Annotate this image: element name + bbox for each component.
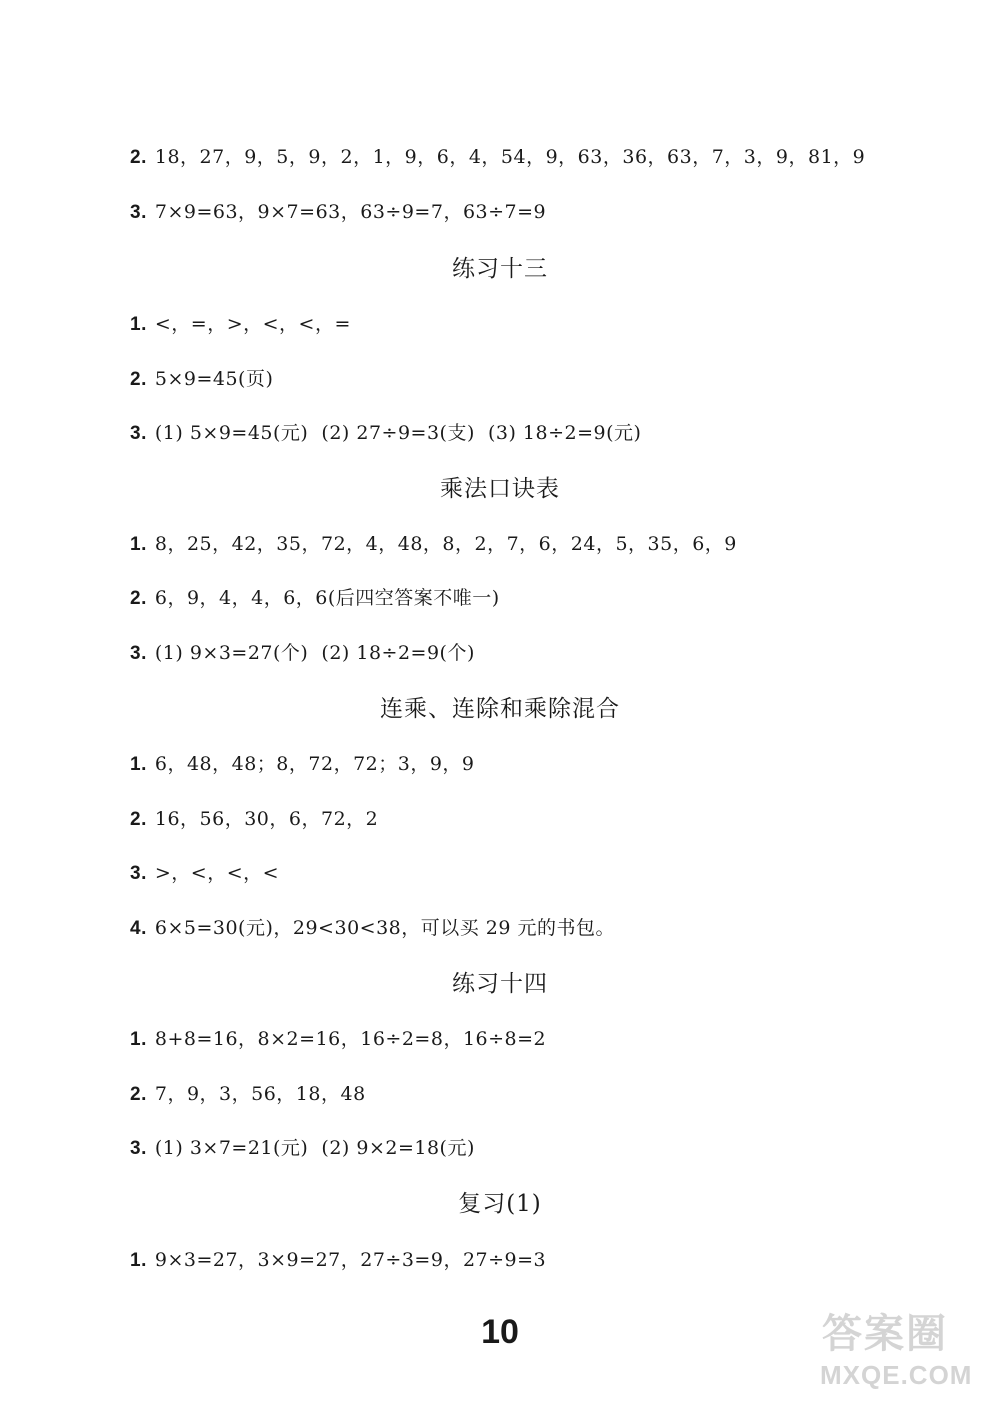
answer-line	[130, 145, 865, 170]
answer-text: 9×3=27，3×9=27，27÷3=9，27÷9=3	[154, 1249, 547, 1271]
item-number: 3.	[130, 863, 147, 884]
answer-line	[130, 916, 615, 941]
item-number: 2.	[130, 147, 147, 168]
section-title: 复习(1)	[458, 1191, 542, 1217]
answer-line	[130, 200, 546, 225]
watermark-text: 答案圈	[822, 1311, 948, 1357]
answer-text: (1) 9×3=27(个) (2) 18÷2=9(个)	[154, 642, 475, 664]
item-number: 1.	[130, 314, 147, 335]
answer-text: 6×5=30(元)，29<30<38，可以买 29 元的书包。	[154, 917, 616, 939]
answer-line	[130, 861, 279, 886]
answer-text: 16，56，30，6，72，2	[154, 808, 379, 830]
item-number: 2.	[130, 588, 147, 609]
section-title: 乘法口诀表	[440, 476, 560, 502]
answer-text: (1) 5×9=45(元) (2) 27÷9=3(支) (3) 18÷2=9(元)	[154, 422, 642, 444]
answer-text: 8，25，42，35，72，4，48，8，2，7，6，24，5，35，6，9	[154, 533, 737, 555]
answer-line	[130, 421, 641, 446]
answer-text: 8+8=16，8×2=16，16÷2=8，16÷8=2	[154, 1028, 547, 1050]
item-number: 3.	[130, 1138, 147, 1159]
section-title: 连乘、连除和乘除混合	[380, 696, 620, 722]
answer-line	[130, 1027, 546, 1052]
answer-text: 6，9，4，4，6，6(后四空答案不唯一)	[154, 587, 500, 609]
section-title: 练习十三	[452, 256, 548, 282]
item-number: 4.	[130, 918, 147, 939]
section-title: 练习十四	[452, 971, 548, 997]
answer-line	[130, 752, 475, 777]
page-number: 10	[481, 1313, 519, 1351]
answer-line	[130, 641, 475, 666]
watermark-url: MXQE.COM	[820, 1360, 973, 1390]
answer-text: (1) 3×7=21(元) (2) 9×2=18(元)	[154, 1137, 475, 1159]
answer-line	[130, 807, 378, 832]
answer-line	[130, 312, 351, 337]
answer-text: 6，48，48；8，72，72；3，9，9	[154, 753, 475, 775]
item-number: 3.	[130, 202, 147, 223]
item-number: 3.	[130, 643, 147, 664]
item-number: 2.	[130, 809, 147, 830]
item-number: 2.	[130, 369, 147, 390]
answer-text: <，=，>，<，<，=	[154, 313, 351, 335]
item-number: 2.	[130, 1084, 147, 1105]
item-number: 1.	[130, 1250, 147, 1271]
item-number: 3.	[130, 423, 147, 444]
answer-line	[130, 1248, 546, 1273]
answer-text: 18，27，9，5，9，2，1，9，6，4，54，9，63，36，63，7，3，9，81，9	[154, 146, 866, 168]
answer-text: >，<，<，<	[154, 862, 280, 884]
item-number: 1.	[130, 754, 147, 775]
answer-text: 7，9，3，56，18，48	[154, 1083, 366, 1105]
answer-text: 5×9=45(页)	[154, 368, 274, 390]
answer-line	[130, 1082, 366, 1107]
item-number: 1.	[130, 534, 147, 555]
answer-line	[130, 367, 273, 392]
answer-line	[130, 1136, 475, 1161]
answer-line	[130, 532, 737, 557]
item-number: 1.	[130, 1029, 147, 1050]
answer-line	[130, 586, 500, 611]
watermark-logo	[820, 1310, 995, 1396]
answer-text: 7×9=63，9×7=63，63÷9=7，63÷7=9	[154, 201, 547, 223]
